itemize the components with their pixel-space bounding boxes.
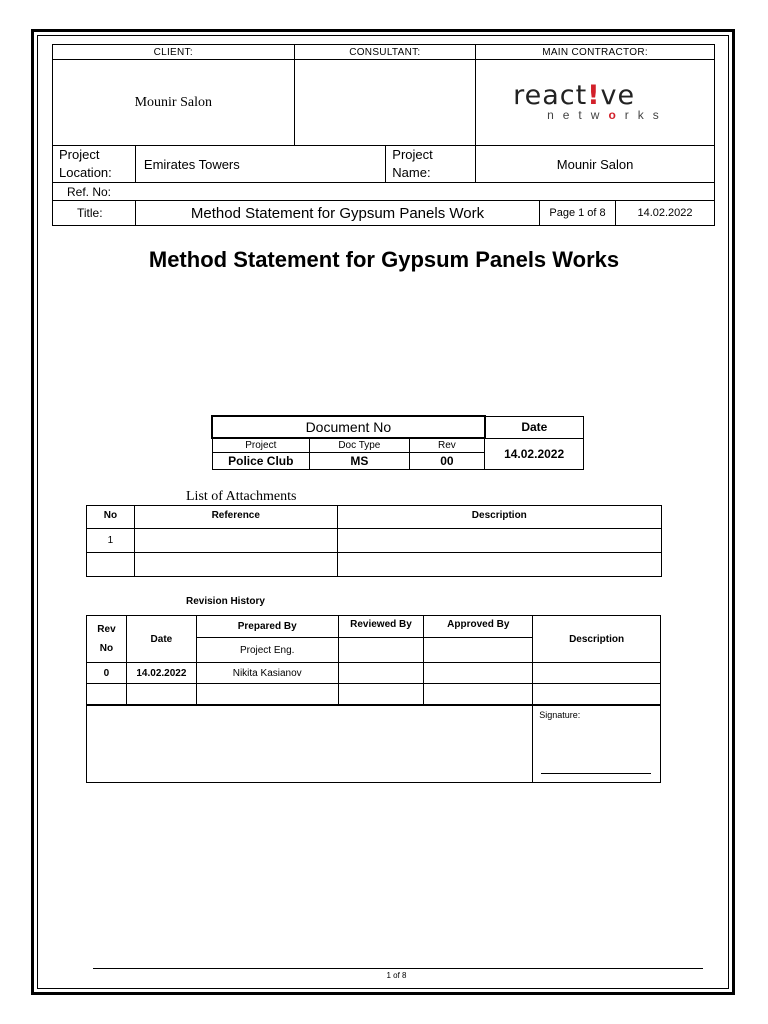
header-table (52, 44, 715, 226)
title-value: Method Statement for Gypsum Panels Work (135, 201, 539, 226)
rev-value: 00 (409, 452, 485, 469)
logo-main-text: react!ve (513, 79, 636, 111)
rev-row-description (533, 663, 661, 684)
rev-row-approved (424, 663, 533, 684)
rev-row-date: 14.02.2022 (126, 663, 196, 684)
doc-type-col-label: Doc Type (310, 438, 410, 452)
rev-row-date (126, 684, 196, 705)
att-row-reference (134, 553, 337, 577)
att-row-description (337, 529, 661, 553)
prepared-by-role: Project Eng. (196, 638, 338, 663)
project-name-label: Project Name: (386, 146, 476, 183)
att-col-description: Description (337, 506, 661, 529)
rev-col-label: Rev (409, 438, 485, 452)
header-date: 14.02.2022 (616, 201, 715, 226)
project-name-value: Mounir Salon (476, 146, 715, 183)
attachments-table (86, 505, 662, 577)
contractor-logo-cell (476, 60, 715, 146)
main-title: Method Statement for Gypsum Panels Works (148, 247, 620, 272)
rev-date-header: Date (126, 616, 196, 663)
document-no-title: Document No (212, 416, 485, 438)
rev-row-approved (424, 684, 533, 705)
footer-page-number: 1 of 8 (386, 971, 407, 980)
rev-row-rev: 0 (87, 663, 127, 684)
signature-box (533, 705, 661, 783)
att-col-no: No (87, 506, 135, 529)
document-date-value: 14.02.2022 (485, 438, 584, 469)
title-label: Title: (53, 201, 136, 226)
page-indicator: Page 1 of 8 (540, 201, 616, 226)
client-label: CLIENT: (53, 45, 295, 60)
table-row (87, 684, 661, 705)
approved-by-role (424, 638, 533, 663)
reviewed-by-header: Reviewed By (338, 616, 424, 638)
project-value: Police Club (212, 452, 310, 469)
approved-by-header: Approved By (424, 616, 533, 638)
att-row-description (337, 553, 661, 577)
rev-row-prepared (196, 684, 338, 705)
consultant-name (294, 60, 476, 146)
att-row-reference (134, 529, 337, 553)
logo-sub-text: networks (547, 107, 668, 122)
rev-row-prepared: Nikita Kasianov (196, 663, 338, 684)
ref-no-label: Ref. No: (53, 183, 715, 201)
project-col-label: Project (212, 438, 310, 452)
rev-description-header: Description (533, 616, 661, 663)
consultant-label: CONSULTANT: (294, 45, 476, 60)
rev-row-description (533, 684, 661, 705)
prepared-by-header: Prepared By (196, 616, 338, 638)
reviewed-by-role (338, 638, 424, 663)
table-row (87, 663, 661, 684)
signature-line (541, 773, 651, 774)
main-contractor-label: MAIN CONTRACTOR: (476, 45, 715, 60)
rev-no-header: Rev No (87, 616, 127, 663)
rev-row-rev (87, 684, 127, 705)
document-no-table (211, 415, 584, 470)
att-row-no: 1 (87, 529, 135, 553)
rev-row-reviewed (338, 663, 424, 684)
project-location-label: Project Location: (53, 146, 136, 183)
doc-type-value: MS (310, 452, 410, 469)
table-row (87, 553, 662, 577)
client-name: Mounir Salon (53, 60, 295, 146)
signature-label: Signature: (539, 709, 581, 720)
footer-divider (93, 968, 703, 969)
table-row (87, 529, 662, 553)
att-row-no (87, 553, 135, 577)
att-col-reference: Reference (134, 506, 337, 529)
revision-history-title: Revision History (186, 596, 265, 607)
document-date-label: Date (485, 416, 584, 438)
revision-notes-area (87, 705, 533, 783)
project-location-value: Emirates Towers (135, 146, 385, 183)
reactive-networks-logo (505, 78, 685, 128)
revision-history-table (86, 615, 661, 783)
rev-row-reviewed (338, 684, 424, 705)
attachments-title: List of Attachments (186, 489, 297, 504)
